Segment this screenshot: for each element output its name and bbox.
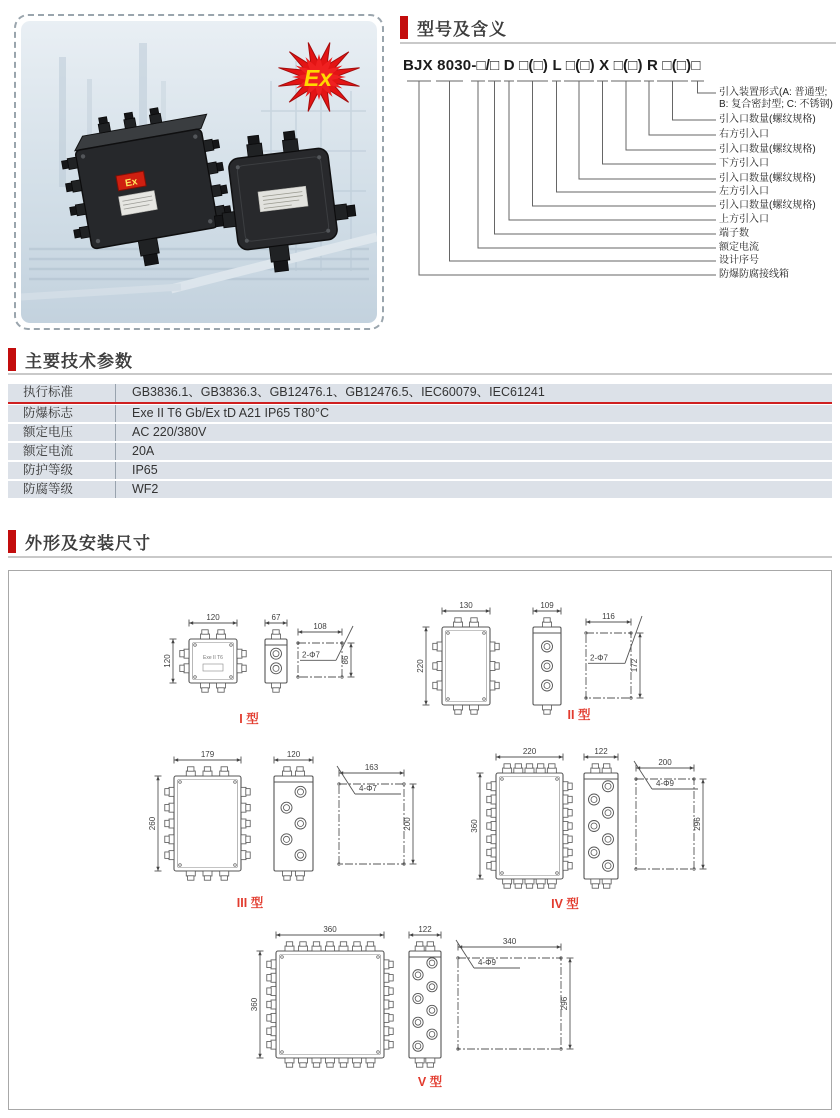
param-value: WF2 — [132, 481, 159, 496]
model-label: 引入口数量(螺纹规格) — [719, 173, 816, 184]
svg-text:II 型: II 型 — [567, 708, 591, 722]
param-label: 防腐等级 — [8, 481, 116, 499]
table-row — [8, 443, 832, 461]
param-label: 执行标准 — [8, 384, 116, 402]
svg-text:120: 120 — [206, 613, 220, 623]
parameters-table — [8, 384, 832, 500]
model-label: 引入装置形式(A: 普通型; B: 复合密封型; C: 不锈钢) — [719, 87, 833, 110]
model-label: 右方引入口 — [719, 129, 769, 140]
model-label: 额定电流 — [719, 242, 759, 253]
svg-text:220: 220 — [522, 747, 537, 757]
svg-text:179: 179 — [200, 750, 215, 760]
dimension-drawings — [9, 571, 831, 1109]
svg-text:122: 122 — [418, 925, 432, 935]
svg-text:4-Φ7: 4-Φ7 — [359, 784, 377, 793]
section-title: 主要技术参数 — [25, 352, 133, 371]
param-label: 防爆标志 — [8, 405, 116, 423]
param-value: AC 220/380V — [132, 424, 207, 439]
svg-text:360: 360 — [323, 925, 337, 935]
svg-text:86: 86 — [341, 655, 350, 665]
svg-text:172: 172 — [630, 658, 639, 673]
header-underline — [400, 42, 836, 44]
svg-text:200: 200 — [658, 758, 672, 768]
svg-text:296: 296 — [693, 817, 702, 831]
svg-text:120: 120 — [286, 750, 301, 760]
header-underline — [8, 556, 832, 558]
svg-text:108: 108 — [313, 622, 327, 632]
section-header-model — [400, 15, 507, 40]
table-row — [8, 384, 832, 404]
product-photo-image — [21, 21, 377, 323]
svg-text:V 型: V 型 — [417, 1075, 443, 1089]
param-value: IP65 — [132, 462, 158, 477]
param-label: 额定电流 — [8, 443, 116, 461]
svg-text:116: 116 — [602, 612, 615, 622]
svg-text:Exe II T6: Exe II T6 — [203, 655, 223, 661]
dimension-drawings-panel — [8, 570, 832, 1110]
svg-text:360: 360 — [470, 819, 479, 833]
model-label: 引入口数量(螺纹规格) — [719, 200, 816, 211]
section-title: 型号及含义 — [417, 20, 507, 39]
svg-text:340: 340 — [502, 937, 517, 947]
svg-text:2-Φ7: 2-Φ7 — [590, 653, 608, 663]
type-iv-drawing — [470, 747, 707, 911]
param-value: 20A — [132, 443, 155, 458]
svg-text:IV 型: IV 型 — [551, 897, 579, 911]
table-row — [8, 405, 832, 423]
model-label: 设计序号 — [719, 255, 759, 266]
svg-text:109: 109 — [540, 601, 554, 611]
svg-text:III 型: III 型 — [236, 896, 264, 910]
type-ii-drawing — [416, 601, 644, 722]
model-number-text: BJX 8030-□/□ D □(□) L □(□) X □(□) R □(□)□ — [403, 57, 701, 74]
svg-text:130: 130 — [459, 601, 473, 611]
table-row — [8, 462, 832, 480]
svg-text:2-Φ7: 2-Φ7 — [302, 650, 320, 660]
model-label: 端子数 — [719, 228, 749, 239]
svg-text:I 型: I 型 — [239, 712, 259, 726]
red-bar-icon — [8, 348, 16, 371]
model-label: 引入口数量(螺纹规格) — [719, 114, 816, 125]
red-bar-icon — [8, 530, 16, 553]
table-row — [8, 481, 832, 499]
model-meaning-diagram — [400, 80, 836, 292]
svg-text:220: 220 — [416, 659, 425, 673]
type-v-drawing — [250, 925, 574, 1089]
param-value: Exe II T6 Gb/Ex tD A21 IP65 T80°C — [132, 405, 329, 420]
param-label: 额定电压 — [8, 424, 116, 442]
model-label: 防爆防腐接线箱 — [719, 269, 789, 280]
section-header-params — [8, 347, 133, 372]
svg-text:120: 120 — [163, 654, 172, 668]
table-row — [8, 424, 832, 442]
section-title: 外形及安装尺寸 — [25, 534, 151, 553]
svg-text:122: 122 — [594, 747, 608, 757]
section-header-dimensions — [8, 529, 151, 554]
svg-text:360: 360 — [250, 997, 259, 1012]
svg-text:260: 260 — [148, 816, 157, 831]
svg-text:4-Φ9: 4-Φ9 — [656, 779, 674, 788]
header-underline — [8, 373, 832, 375]
type-iii-drawing — [148, 750, 417, 910]
product-photo — [14, 14, 384, 330]
svg-text:296: 296 — [560, 996, 569, 1011]
ex-logo-text: Ex — [303, 65, 333, 91]
svg-text:163: 163 — [364, 763, 379, 773]
type-i-drawing — [163, 613, 355, 726]
box-ex-badge: Ex — [124, 176, 139, 190]
svg-text:200: 200 — [403, 817, 412, 831]
model-label: 引入口数量(螺纹规格) — [719, 144, 816, 155]
svg-text:67: 67 — [271, 613, 281, 623]
model-label: 上方引入口 — [719, 214, 769, 225]
model-label: 下方引入口 — [719, 158, 769, 169]
param-value: GB3836.1、GB3836.3、GB12476.1、GB12476.5、IEC60079、IEC61241 — [132, 385, 545, 399]
red-bar-icon — [400, 16, 408, 39]
svg-text:4-Φ9: 4-Φ9 — [478, 958, 496, 967]
model-label: 左方引入口 — [719, 186, 769, 197]
param-label: 防护等级 — [8, 462, 116, 480]
